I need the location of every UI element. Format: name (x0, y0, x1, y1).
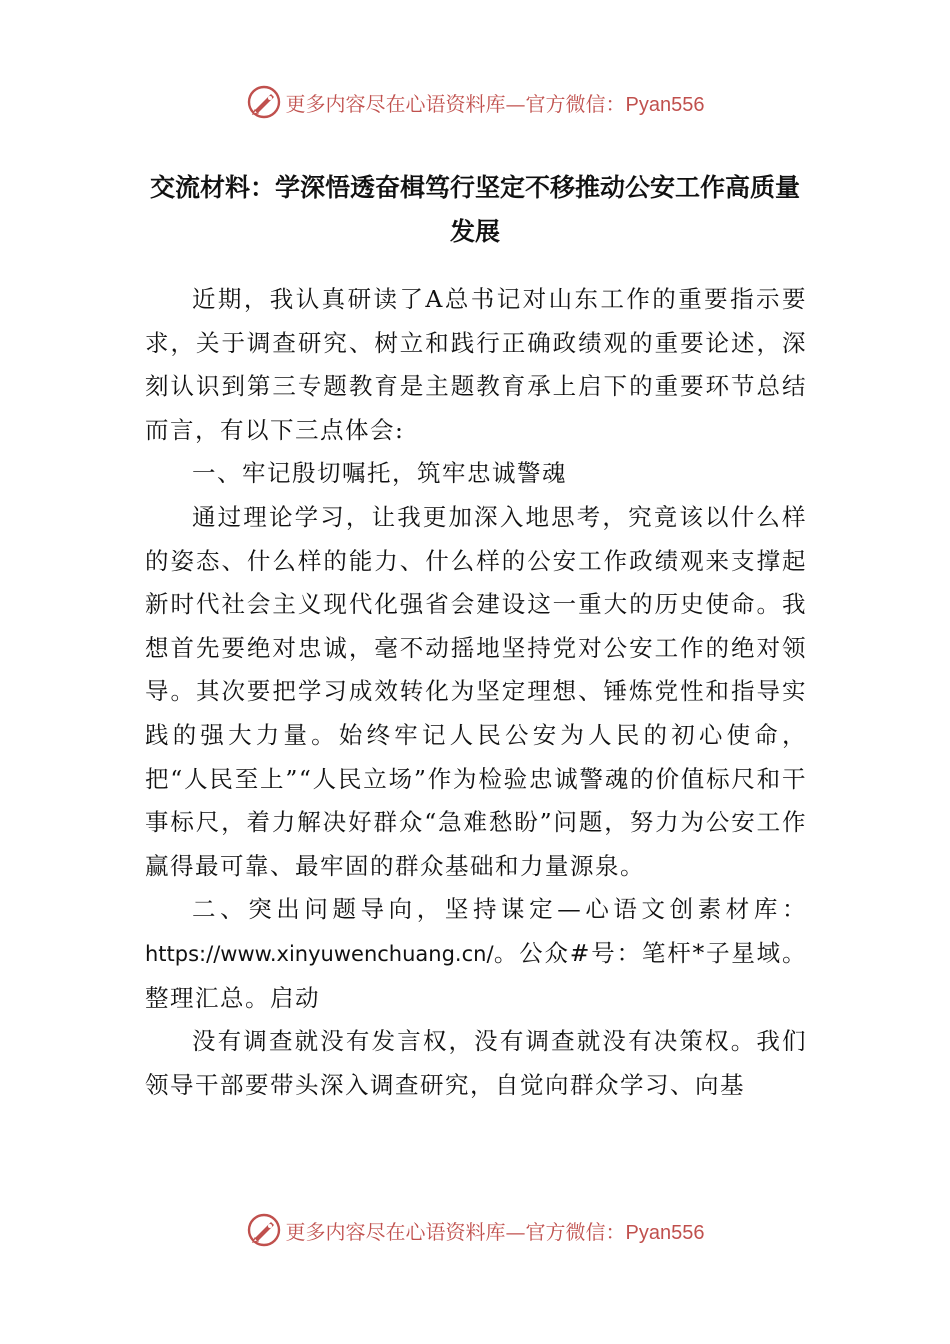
footer-banner-text: 更多内容尽在心语资料库—官方微信：Pyan556 (285, 1219, 705, 1244)
paragraph-intro: 近期，我认真研读了A总书记对山东工作的重要指示要求，关于调查研究、树立和践行正确政绩观的重要论述，深刻认识到第三专题教育是主题教育承上启下的重要环节总结而言，有以下三点体会: (145, 285, 807, 444)
paragraph-section-2: 没有调查就没有发言权，没有调查就没有决策权。我们领导干部要带头深入调查研究，自觉向群众学习、向基 (145, 1027, 807, 1099)
source-url: https://www.xinyuwenchuang.cn/ (145, 941, 494, 966)
section-heading-1: 一、牢记殷切嘱托，筑牢忠诚警魂 (192, 459, 567, 488)
paragraph-section-1: 通过理论学习，让我更加深入地思考，究竟该以什么样的姿态、什么样的能力、什么样的公安工作政绩观来支撑起新时代社会主义现代化强省会建设这一重大的历史使命。我想首先要绝对忠诚，毫不动摇地坚持党对公安工作的绝对领导。其次要把学习成效转化为坚定理想、锤炼党性和指导实践的强大力量。始终牢记人民公安为人民的初心使命，把“人民至上”“人民立场”作为检验忠诚警魂的价值标尺和干事标尺，着力解决好群众“急难愁盼”问题，努力为公安工作赢得最可靠、最牢固的群众基础和力量源泉。 (145, 502, 807, 880)
pen-logo-icon (246, 84, 282, 120)
footer-wechat-id: Pyan556 (625, 1221, 705, 1244)
pen-logo-icon (246, 1212, 282, 1248)
document-body (145, 278, 807, 1107)
header-banner-text: 更多内容尽在心语资料库—官方微信：Pyan556 (285, 91, 705, 116)
document-title: 交流材料：学深悟透奋楫笃行坚定不移推动公安工作高质量发展 (149, 173, 800, 246)
section-heading-2-suffix: 。公众#号：笔杆*子星域。整理汇总。启动 (145, 938, 807, 1012)
section-heading-2 (145, 888, 807, 1020)
header-banner (0, 82, 950, 122)
section-heading-2-prefix: 二、突出问题导向，坚持谋定—心语文创素材库： (192, 895, 807, 924)
footer-banner (0, 1210, 950, 1250)
header-wechat-id: Pyan556 (625, 93, 705, 116)
